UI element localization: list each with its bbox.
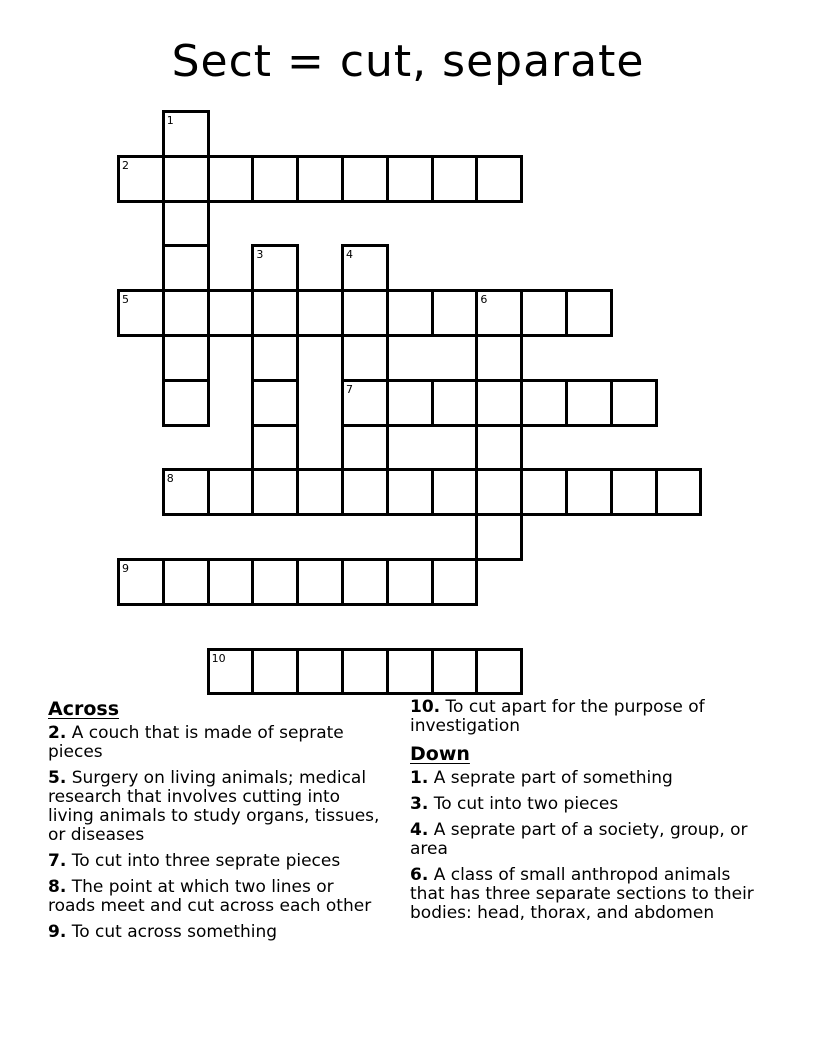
grid-cell-r7c5[interactable]: [341, 424, 389, 472]
grid-cell-r8c12[interactable]: [655, 468, 703, 516]
cell-number-5: 5: [122, 293, 129, 307]
grid-cell-r2c1[interactable]: [162, 200, 210, 248]
cell-number-4: 4: [346, 248, 353, 262]
grid-cell-r10c2[interactable]: [207, 558, 255, 606]
clue-number: 2.: [48, 723, 67, 743]
grid-cell-r10c3[interactable]: [251, 558, 299, 606]
grid-cell-r4c10[interactable]: [565, 289, 613, 337]
cell-number-7: 7: [346, 382, 353, 396]
clue-text: A couch that is made of seprate pieces: [48, 723, 344, 762]
grid-cell-r4c5[interactable]: [341, 289, 389, 337]
grid-cell-r4c9[interactable]: [520, 289, 568, 337]
down-clue-list: [410, 769, 766, 923]
clue-across-8: [48, 878, 383, 916]
grid-cell-r10c7[interactable]: [431, 558, 479, 606]
clue-number: 7.: [48, 851, 67, 871]
grid-cell-r4c6[interactable]: [386, 289, 434, 337]
grid-cell-r8c4[interactable]: [296, 468, 344, 516]
grid-cell-r12c5[interactable]: [341, 648, 389, 696]
clues-left-column: [48, 698, 383, 949]
clue-number: 8.: [48, 877, 67, 897]
clue-number: 6.: [410, 865, 429, 885]
cell-number-8: 8: [166, 472, 174, 486]
grid-cell-r12c4[interactable]: [296, 648, 344, 696]
puzzle-title: Sect = cut, separate: [171, 36, 645, 87]
grid-cell-r12c8[interactable]: [475, 648, 523, 696]
clues-right-column: [410, 698, 766, 930]
grid-cell-r6c8[interactable]: [475, 379, 523, 427]
across-clue-overflow: [410, 698, 766, 736]
grid-cell-r8c3[interactable]: [251, 468, 299, 516]
grid-cell-r4c3[interactable]: [251, 289, 299, 337]
clue-down-3: [410, 795, 766, 814]
grid-cell-r6c3[interactable]: [251, 379, 299, 427]
clue-number: 1.: [410, 768, 429, 788]
grid-cell-r6c10[interactable]: [565, 379, 613, 427]
grid-cell-r8c11[interactable]: [610, 468, 658, 516]
grid-cell-r8c8[interactable]: [475, 468, 523, 516]
grid-cell-r6c9[interactable]: [520, 379, 568, 427]
clue-across-7: [48, 852, 383, 871]
clue-down-4: [410, 821, 766, 859]
clue-text: A seprate part of something: [433, 768, 673, 788]
grid-cell-r1c6[interactable]: [386, 155, 434, 203]
grid-cell-r8c7[interactable]: [431, 468, 479, 516]
across-clue-list: [48, 724, 383, 942]
grid-cell-r12c6[interactable]: [386, 648, 434, 696]
grid-cell-r12c3[interactable]: [251, 648, 299, 696]
cell-number-10: 10: [211, 651, 226, 665]
grid-cell-r6c1[interactable]: [162, 379, 210, 427]
across-heading: Across: [48, 698, 120, 720]
down-heading: Down: [410, 743, 470, 765]
grid-cell-r1c5[interactable]: [341, 155, 389, 203]
grid-cell-r4c7[interactable]: [431, 289, 479, 337]
grid-cell-r4c2[interactable]: [207, 289, 255, 337]
grid-cell-r1c7[interactable]: [431, 155, 479, 203]
clue-text: To cut across something: [71, 922, 278, 942]
grid-cell-r6c11[interactable]: [610, 379, 658, 427]
cell-number-2: 2: [122, 158, 129, 172]
grid-cell-r6c7[interactable]: [431, 379, 479, 427]
grid-cell-r8c2[interactable]: [207, 468, 255, 516]
clue-across-2: [48, 724, 383, 762]
cell-number-9: 9: [122, 562, 129, 575]
grid-cell-r5c1[interactable]: [162, 334, 210, 382]
cell-number-3: 3: [256, 248, 264, 262]
grid-cell-r10c4[interactable]: [296, 558, 344, 606]
grid-cell-r10c5[interactable]: [341, 558, 389, 606]
grid-cell-r7c3[interactable]: [251, 424, 299, 472]
clue-number: 10.: [410, 697, 441, 717]
grid-cell-r8c9[interactable]: [520, 468, 568, 516]
clue-text: To cut into three seprate pieces: [71, 851, 341, 871]
grid-cell-r8c6[interactable]: [386, 468, 434, 516]
grid-cell-r5c8[interactable]: [475, 334, 523, 382]
cell-number-1: 1: [166, 114, 174, 127]
clue-number: 5.: [48, 768, 67, 788]
clue-text: To cut apart for the purpose of investigation: [410, 697, 705, 736]
grid-cell-r1c8[interactable]: [475, 155, 523, 203]
grid-cell-r10c6[interactable]: [386, 558, 434, 606]
grid-cell-r3c1[interactable]: [162, 244, 210, 292]
clue-text: The point at which two lines or roads meet and cut across each other: [48, 877, 372, 916]
grid-cell-r1c3[interactable]: [251, 155, 299, 203]
clue-number: 9.: [48, 922, 67, 942]
grid-cell-r5c5[interactable]: [341, 334, 389, 382]
clue-down-6: [410, 866, 766, 923]
grid-cell-r1c1[interactable]: [162, 155, 210, 203]
grid-cell-r1c2[interactable]: [207, 155, 255, 203]
cell-number-6: 6: [480, 293, 488, 307]
grid-cell-r6c6[interactable]: [386, 379, 434, 427]
grid-cell-r10c1[interactable]: [162, 558, 210, 606]
grid-cell-r7c8[interactable]: [475, 424, 523, 472]
grid-cell-r4c1[interactable]: [162, 289, 210, 337]
clue-across-9: [48, 923, 383, 942]
clue-text: A class of small anthropod animals that has three separate sections to their bodies: head, thorax, and abdomen: [410, 865, 754, 923]
clue-down-1: [410, 769, 766, 788]
grid-cell-r9c8[interactable]: [475, 513, 523, 561]
clue-text: To cut into two pieces: [433, 794, 619, 814]
clue-across-10: [410, 698, 766, 736]
clue-across-5: [48, 769, 383, 845]
grid-cell-r12c7[interactable]: [431, 648, 479, 696]
clue-number: 3.: [410, 794, 429, 814]
grid-cell-r8c10[interactable]: [565, 468, 613, 516]
clue-number: 4.: [410, 820, 429, 840]
grid-cell-r5c3[interactable]: [251, 334, 299, 382]
grid-cell-r4c4[interactable]: [296, 289, 344, 337]
grid-cell-r8c5[interactable]: [341, 468, 389, 516]
grid-cell-r1c4[interactable]: [296, 155, 344, 203]
clue-text: Surgery on living animals; medical research that involves cutting into living animals to study organs, tissues, or diseases: [48, 768, 380, 845]
clue-text: A seprate part of a society, group, or area: [410, 820, 748, 859]
